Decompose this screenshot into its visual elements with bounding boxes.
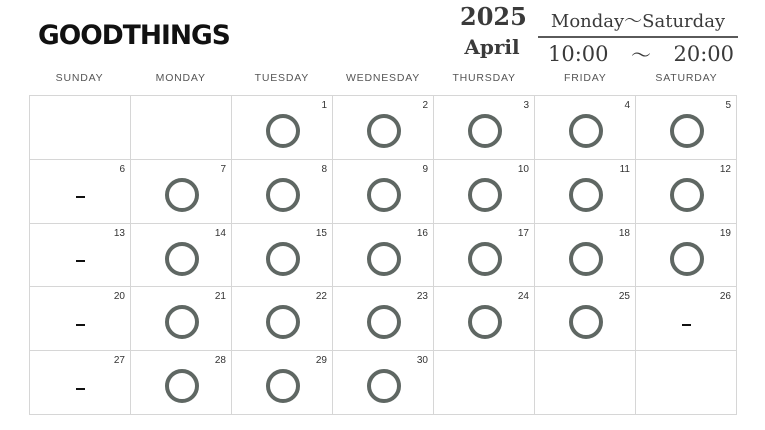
day-cell-8	[232, 160, 333, 224]
day-cell-4	[535, 96, 636, 160]
day-number: 28	[214, 355, 226, 367]
empty-day-cell	[131, 96, 232, 160]
day-number: 18	[618, 227, 630, 239]
weekday-tuesday: TUESDAY	[254, 72, 310, 84]
day-number: 25	[618, 291, 630, 303]
day-number: 9	[422, 163, 428, 175]
open-circle-icon	[468, 178, 502, 212]
empty-day-cell	[434, 351, 535, 415]
weekday-friday: FRIDAY	[564, 72, 607, 84]
weekday-wednesday: WEDNESDAY	[345, 72, 421, 84]
day-cell-18	[535, 224, 636, 288]
day-cell-12	[636, 160, 737, 224]
day-cell-17	[434, 224, 535, 288]
day-number: 17	[517, 227, 529, 239]
open-circle-icon	[468, 305, 502, 339]
open-circle-icon	[569, 178, 603, 212]
day-cell-29	[232, 351, 333, 415]
empty-day-cell	[30, 96, 131, 160]
day-number: 2	[422, 100, 428, 111]
open-circle-icon	[468, 242, 502, 276]
open-circle-icon	[569, 114, 603, 148]
day-number: 8	[321, 163, 327, 175]
day-cell-3	[434, 96, 535, 160]
close-time: 20:00	[673, 41, 734, 66]
day-number: 21	[214, 291, 226, 303]
closed-dash-icon	[76, 260, 85, 262]
day-number: 23	[416, 291, 428, 303]
open-circle-icon	[367, 242, 401, 276]
weekday-sunday: SUNDAY	[55, 72, 104, 84]
day-cell-16	[333, 224, 434, 288]
day-cell-28	[131, 351, 232, 415]
calendar-year: 2025	[460, 2, 527, 31]
open-circle-icon	[266, 114, 300, 148]
day-number: 27	[113, 355, 125, 367]
day-number: 16	[416, 227, 428, 239]
day-cell-15	[232, 224, 333, 288]
open-circle-icon	[569, 242, 603, 276]
closed-dash-icon	[76, 196, 85, 198]
day-number: 13	[113, 227, 125, 239]
day-number: 3	[523, 100, 529, 111]
day-cell-14	[131, 224, 232, 288]
day-number: 11	[619, 163, 630, 175]
day-number: 5	[725, 100, 731, 111]
business-days: Monday～Saturday	[550, 11, 726, 32]
weekday-saturday: SATURDAY	[655, 72, 718, 84]
calendar-month: April	[464, 35, 520, 59]
day-cell-11	[535, 160, 636, 224]
day-number: 7	[220, 163, 226, 175]
day-cell-5	[636, 96, 737, 160]
open-circle-icon	[670, 242, 704, 276]
day-number: 6	[119, 163, 125, 175]
day-cell-25	[535, 287, 636, 351]
day-cell-6	[30, 160, 131, 224]
open-circle-icon	[266, 305, 300, 339]
day-cell-20	[30, 287, 131, 351]
open-time: 10:00	[548, 41, 609, 66]
day-number: 26	[719, 291, 731, 303]
closed-dash-icon	[76, 388, 85, 390]
hours-separator: ～	[631, 43, 651, 67]
day-number: 30	[416, 355, 428, 367]
open-circle-icon	[569, 305, 603, 339]
day-cell-27	[30, 351, 131, 415]
open-circle-icon	[266, 242, 300, 276]
business-hours	[548, 39, 734, 68]
day-number: 24	[517, 291, 529, 303]
day-number: 12	[719, 163, 731, 175]
day-number: 10	[517, 163, 529, 175]
empty-day-cell	[535, 351, 636, 415]
weekday-monday: MONDAY	[155, 72, 206, 84]
weekday-header	[29, 72, 737, 84]
calendar-grid	[29, 95, 737, 415]
day-cell-24	[434, 287, 535, 351]
open-circle-icon	[367, 305, 401, 339]
day-cell-23	[333, 287, 434, 351]
day-cell-26	[636, 287, 737, 351]
open-circle-icon	[367, 114, 401, 148]
open-circle-icon	[266, 369, 300, 403]
day-number: 22	[315, 291, 327, 303]
open-circle-icon	[165, 242, 199, 276]
day-cell-19	[636, 224, 737, 288]
day-cell-7	[131, 160, 232, 224]
closed-dash-icon	[76, 324, 85, 326]
day-number: 1	[321, 100, 327, 111]
empty-day-cell	[636, 351, 737, 415]
day-cell-9	[333, 160, 434, 224]
open-circle-icon	[165, 178, 199, 212]
day-cell-10	[434, 160, 535, 224]
open-circle-icon	[165, 305, 199, 339]
closed-dash-icon	[682, 324, 691, 326]
open-circle-icon	[468, 114, 502, 148]
open-circle-icon	[367, 178, 401, 212]
day-cell-21	[131, 287, 232, 351]
open-circle-icon	[266, 178, 300, 212]
day-cell-1	[232, 96, 333, 160]
day-number: 15	[315, 227, 327, 239]
day-number: 29	[315, 355, 327, 367]
day-number: 4	[624, 100, 630, 111]
day-cell-22	[232, 287, 333, 351]
day-cell-2	[333, 96, 434, 160]
header-divider	[538, 36, 738, 38]
day-number: 14	[214, 227, 226, 239]
day-number: 19	[719, 227, 731, 239]
brand-logo: GOODTHINGS	[38, 20, 230, 51]
open-circle-icon	[670, 178, 704, 212]
open-circle-icon	[670, 114, 704, 148]
day-cell-30	[333, 351, 434, 415]
day-number: 20	[113, 291, 125, 303]
open-circle-icon	[367, 369, 401, 403]
day-cell-13	[30, 224, 131, 288]
open-circle-icon	[165, 369, 199, 403]
weekday-thursday: THURSDAY	[452, 72, 516, 84]
